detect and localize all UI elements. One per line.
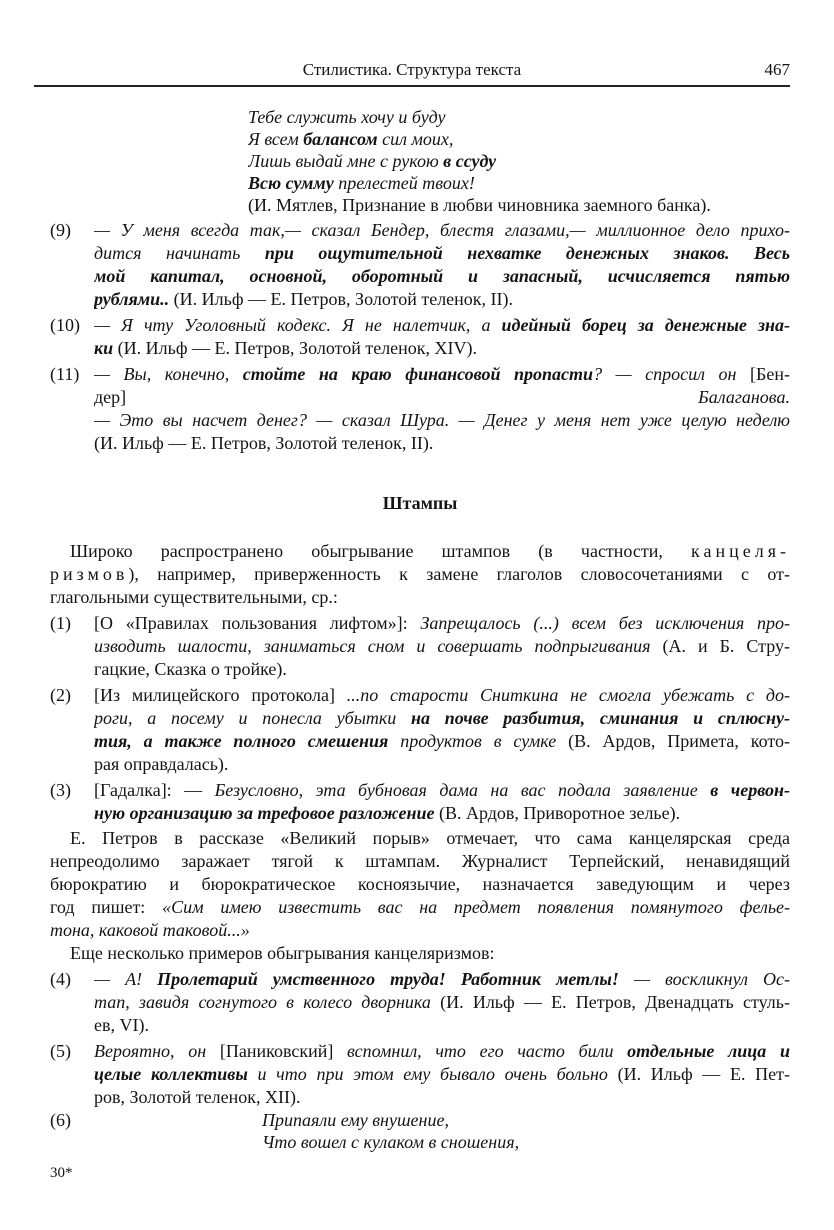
quoted-text: ? — спросил он	[593, 364, 751, 384]
text-line	[50, 873, 790, 896]
example-item	[50, 968, 790, 1037]
text-run: (И. Ильф — Е. Пет-	[607, 1064, 790, 1084]
emphasis-text: целые коллективы	[94, 1064, 248, 1084]
text-run: [Бен-	[750, 364, 790, 384]
example-number: (10)	[50, 315, 80, 335]
text-line	[50, 586, 790, 609]
text-line	[94, 753, 790, 776]
text-run: [Паниковский]	[219, 1041, 348, 1061]
text-run: (В. Ардов, Приворотное зелье).	[434, 803, 681, 823]
example-item	[50, 612, 790, 681]
quoted-text: Балаганова.	[698, 387, 790, 407]
quoted-text: дится начинать	[94, 243, 265, 263]
text-line	[94, 1014, 790, 1037]
quoted-text: Что вошел с кулаком в сношения,	[262, 1132, 520, 1152]
text-run: глагольными существительными, ср.:	[50, 587, 338, 607]
quoted-text: — Вы, конечно,	[94, 364, 243, 384]
text-line	[94, 658, 790, 681]
example-item	[50, 684, 790, 776]
text-run: ризмов	[50, 564, 129, 584]
text-line	[50, 850, 790, 873]
text-run: Широко распространено обыгрывание штампов (в частности,	[70, 541, 692, 561]
quoted-text: — А!	[94, 969, 158, 989]
quoted-text: — воскликнул Ос-	[618, 969, 790, 989]
running-header	[34, 58, 790, 87]
quoted-text: — У меня всегда так,— сказал Бендер, блестя глазами,— миллионное дело прихо-	[94, 220, 790, 240]
text-line	[262, 1131, 790, 1153]
text-run: ), например, приверженность к замене глаголов словосочетаниями с от-	[128, 564, 790, 584]
example-item	[50, 219, 790, 311]
text-line	[94, 265, 790, 288]
section-heading: Штампы	[382, 493, 458, 513]
emphasis-text: на почве разбития, сминания и сплюсну-	[411, 708, 790, 728]
example-item	[50, 779, 790, 825]
text-line	[94, 1040, 790, 1063]
quoted-text: «Сим имею известить вас на предмет появления помянутого фелье-	[162, 897, 790, 917]
text-line	[50, 942, 790, 965]
example-item	[50, 314, 790, 360]
text-line	[50, 540, 790, 563]
text-run: рая оправдалась).	[94, 754, 229, 774]
text-line	[50, 919, 790, 942]
quoted-text: Я всем	[248, 129, 304, 149]
text-run: гацкие, Сказка о тройке).	[94, 659, 287, 679]
emphasis-text: мой капитал, основной, оборотный и запасный, исчисляется пятью	[94, 266, 790, 286]
text-line	[248, 106, 790, 128]
text-line	[94, 242, 790, 265]
text-run: [Гадалка]: —	[94, 780, 215, 800]
text-line	[94, 991, 790, 1014]
text-line	[94, 1063, 790, 1086]
text-line	[94, 802, 790, 825]
text-run: ров, Золотой теленок, XII).	[94, 1087, 301, 1107]
text-line	[248, 172, 790, 194]
quoted-text: — Я чту Уголовный кодекс. Я не налетчик, а	[94, 315, 502, 335]
quoted-text: — Это вы насчет денег? — сказал Шура. — Денег у меня нет уже целую неделю	[94, 410, 790, 430]
text-run: год пишет:	[50, 897, 163, 917]
page-body	[50, 106, 790, 1153]
verse-quote	[50, 106, 790, 216]
quoted-text: изводить шалости, заниматься сном и совершать подпрыгивания	[94, 636, 651, 656]
example-number: (2)	[50, 685, 71, 705]
quoted-text: ...по старости Сниткина не смогла убежать с до-	[346, 685, 790, 705]
text-line	[94, 386, 790, 409]
text-run: Еще несколько примеров обыгрывания канцеляризмов:	[70, 943, 495, 963]
emphasis-text: в ссуду	[443, 151, 497, 171]
page-number: 467	[764, 60, 790, 79]
emphasis-text: при ощутительной нехватке денежных знаков. Весь	[264, 243, 790, 263]
example-number: (1)	[50, 613, 71, 633]
text-line	[94, 409, 790, 432]
text-line	[50, 827, 790, 850]
text-line	[248, 150, 790, 172]
text-run: (В. Ардов, Примета, кото-	[556, 731, 790, 751]
text-line	[94, 612, 790, 635]
emphasis-text: рублями..	[94, 289, 170, 309]
quoted-text: прелестей твоих!	[333, 173, 475, 193]
example-item	[50, 1040, 790, 1109]
text-run: Е. Петров в рассказе «Великий порыв» отмечает, что сама канцелярская среда	[70, 828, 790, 848]
text-run: канцеля-	[691, 541, 790, 561]
paragraph	[50, 942, 790, 965]
quoted-text: тап, завидя согнутого в колесо дворника	[94, 992, 431, 1012]
emphasis-text: идейный борец за денежные зна-	[501, 315, 790, 335]
text-line	[94, 707, 790, 730]
text-line	[94, 337, 790, 360]
text-run: бюрократию и бюрократическое косноязычие, назначается заведующим и через	[50, 874, 790, 894]
emphasis-text: отдельные лица и	[627, 1041, 790, 1061]
emphasis-text: стойте на краю финансовой пропасти	[242, 364, 594, 384]
text-line	[94, 432, 790, 455]
text-line	[94, 1086, 790, 1109]
text-run: [О «Правилах пользования лифтом»]:	[94, 613, 421, 633]
text-line	[94, 635, 790, 658]
text-line	[94, 968, 790, 991]
text-line	[94, 363, 790, 386]
quoted-text: Лишь выдай мне с рукою	[248, 151, 444, 171]
text-line	[94, 730, 790, 753]
running-header-title: Стилистика. Структура текста	[302, 60, 522, 79]
verse-quote	[50, 1109, 790, 1153]
emphasis-text: тия, а также полного смешения	[94, 731, 389, 751]
text-line	[262, 1109, 790, 1131]
text-line	[94, 219, 790, 242]
example-number: (5)	[50, 1041, 71, 1061]
example-number: (4)	[50, 969, 71, 989]
emphasis-text: ную организацию за трефовое разложение	[94, 803, 435, 823]
text-line	[50, 896, 790, 919]
emphasis-text: ки	[94, 338, 114, 358]
quoted-text: вспомнил, что его часто били	[347, 1041, 628, 1061]
quoted-text: Припаяли ему внушение,	[262, 1110, 449, 1130]
emphasis-text: балансом	[303, 129, 378, 149]
quoted-text: и что при этом ему бывало очень больно	[247, 1064, 608, 1084]
text-line	[248, 128, 790, 150]
text-run: (И. Мятлев, Признание в любви чиновника заемного банка).	[248, 195, 711, 215]
example-number: (11)	[50, 364, 80, 384]
quoted-text: тона, каковой таковой...»	[50, 920, 250, 940]
paragraph	[50, 540, 790, 609]
emphasis-text: Всю сумму	[248, 173, 334, 193]
paragraph	[50, 827, 790, 942]
quoted-text: Вероятно, он	[94, 1041, 220, 1061]
text-run: [Из милицейского протокола]	[94, 685, 347, 705]
quoted-text: роги, а посему и понесла убытки	[94, 708, 412, 728]
text-run: (И. Ильф — Е. Петров, Двенадцать стуль-	[430, 992, 790, 1012]
text-line	[94, 684, 790, 707]
example-item	[50, 363, 790, 455]
emphasis-text: Пролетарий умственного труда! Работник метлы!	[157, 969, 619, 989]
example-number: (6)	[50, 1110, 71, 1130]
example-number: (3)	[50, 780, 71, 800]
text-line	[94, 314, 790, 337]
text-run: непреодолимо заражает тягой к штампам. Журналист Терпейский, ненавидящий	[50, 851, 790, 871]
text-line	[94, 779, 790, 802]
emphasis-text: в червон-	[710, 780, 790, 800]
quoted-text: сил моих,	[377, 129, 454, 149]
text-run: (А. и Б. Стру-	[650, 636, 790, 656]
quoted-text: Тебе служить хочу и буду	[248, 107, 446, 127]
quoted-text: Безусловно, эта бубновая дама на вас подала заявление	[214, 780, 711, 800]
text-line	[248, 194, 790, 216]
example-number: (9)	[50, 220, 71, 240]
text-line	[50, 563, 790, 586]
text-line	[94, 288, 790, 311]
quoted-text: продуктов в сумке	[388, 731, 557, 751]
text-run: (И. Ильф — Е. Петров, Золотой теленок, II).	[94, 433, 434, 453]
text-run: (И. Ильф — Е. Петров, Золотой теленок, II).	[169, 289, 514, 309]
signature-mark: 30*	[50, 1165, 73, 1181]
quoted-text: Запрещалось (...) всем без исключения про-	[420, 613, 790, 633]
text-run: (И. Ильф — Е. Петров, Золотой теленок, XIV).	[113, 338, 478, 358]
text-run: ев, VI).	[94, 1015, 149, 1035]
text-run: дер]	[94, 387, 699, 407]
